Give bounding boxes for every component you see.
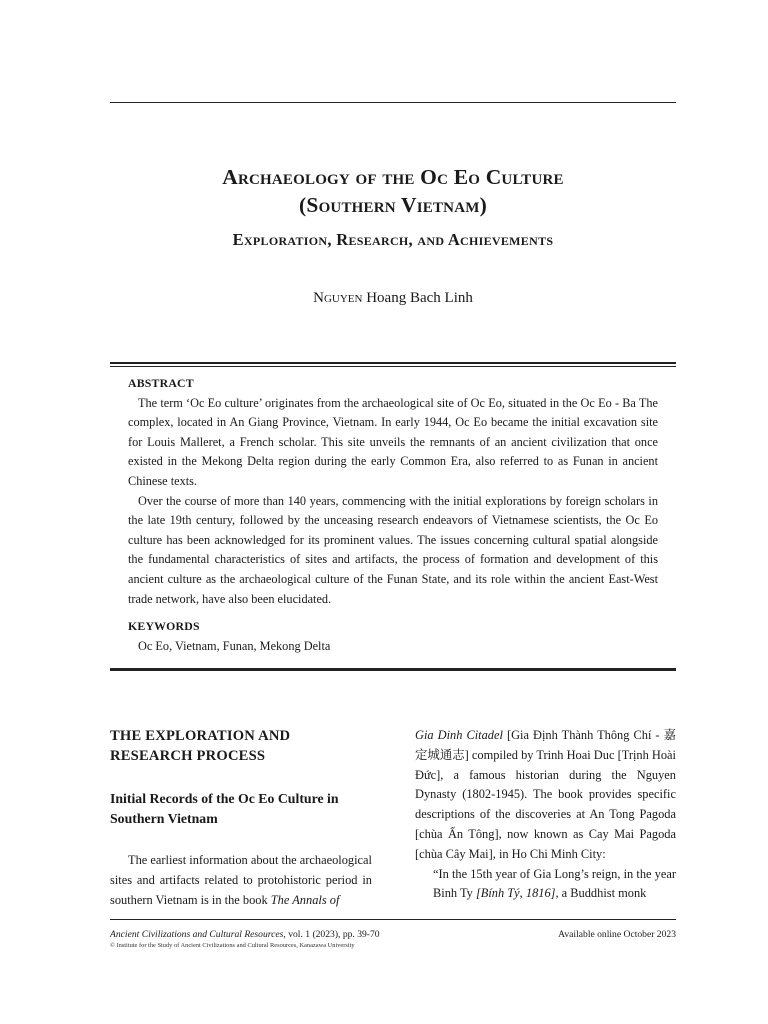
copyright-notice: © Institute for the Study of Ancient Civilizations and Cultural Resources, Kanazawa University [110,942,355,949]
abstract-bottom-rule [110,668,676,671]
section-heading: THE EXPLORATION AND RESEARCH PROCESS [110,728,291,764]
right-column [415,726,676,904]
top-rule [110,102,676,103]
body-text: [Gia Định Thành Thông Chí - 嘉定城通志] compiled by Trinh Hoai Duc [Trịnh Hoài Đức], a famous historian during the Nguyen Dynasty (1802-1945). The book provides specific descriptions of the discoveries at An Tong Pagoda [chùa Ấn Tông], now known as Cay Mai Pagoda [chùa Cây Mai], in Ho Chi Minh City: [415,728,676,861]
abstract-paragraph: Over the course of more than 140 years, commencing with the initial explorations by foreign scholars in the late 19th century, followed by the unceasing research endeavors of Vietnamese scientists, the Oc Eo culture has been acknowledged for its prominent values. The issues concerning cultural spatial alongside the fundamental characteristics of sites and artifacts, the process of formation and development of this ancient culture as the archaeological culture of the Funan State, and its role within the ancient East-West trade network, have also been elucidated. [128,493,658,606]
availability-note: Available online October 2023 [558,929,676,940]
subsection-heading: Initial Records of the Oc Eo Culture in Southern Vietnam [110,791,339,826]
journal-name: Ancient Civilizations and Cultural Resources [110,929,284,940]
quote-text: “In the 15th year of Gia Long’s reign, in the year Binh Ty [433,866,676,901]
article-subtitle: Exploration, Research, and Achievements [232,230,554,249]
abstract-top-rule-thin [110,366,676,367]
abstract-top-rule [110,362,676,364]
book-title-italic: Gia Dinh Citadel [415,728,503,742]
body-paragraph [110,851,372,910]
keywords-list: Oc Eo, Vietnam, Funan, Mekong Delta [138,638,331,653]
author-name [110,288,676,308]
body-text: The earliest information about the archaeological sites and artifacts related to protohistoric period in southern Vietnam is in the book [110,853,372,907]
abstract-heading: ABSTRACT [128,376,194,390]
quote-text-end: , a Buddhist monk [555,886,647,901]
abstract-paragraph: The term ‘Oc Eo culture’ originates from the archaeological site of Oc Eo, situated in the Oc Eo - Ba The complex, located in An Giang Province, Vietnam. In early 1944, Oc Eo became the initial excavation site for Louis Malleret, a French scholar. This site unveils the remnants of an ancient civilization that once existed in the Mekong Delta region during the early Common Era, also referred to as Funan in ancient Chinese texts. [128,395,658,488]
body-paragraph [415,726,676,865]
article-title [110,163,676,219]
journal-volume: , vol. 1 (2023), pp. 39-70 [283,929,380,940]
title-line-2: (Southern Vietnam) [299,193,487,217]
quote-italic: [Bính Tý, 1816] [475,886,556,901]
left-column [110,726,372,910]
quotation [415,865,676,905]
footer-citation [110,929,530,951]
keywords-heading: KEYWORDS [128,619,200,634]
abstract-block [128,374,658,656]
journal-citation [110,929,530,941]
footer-rule [110,919,676,920]
author-family-name: Nguyen [313,290,363,306]
author-given-name: Hoang Bach Linh [366,290,473,306]
title-line-1: Archaeology of the Oc Eo Culture [222,165,564,189]
book-title-italic: The Annals of [270,892,340,907]
